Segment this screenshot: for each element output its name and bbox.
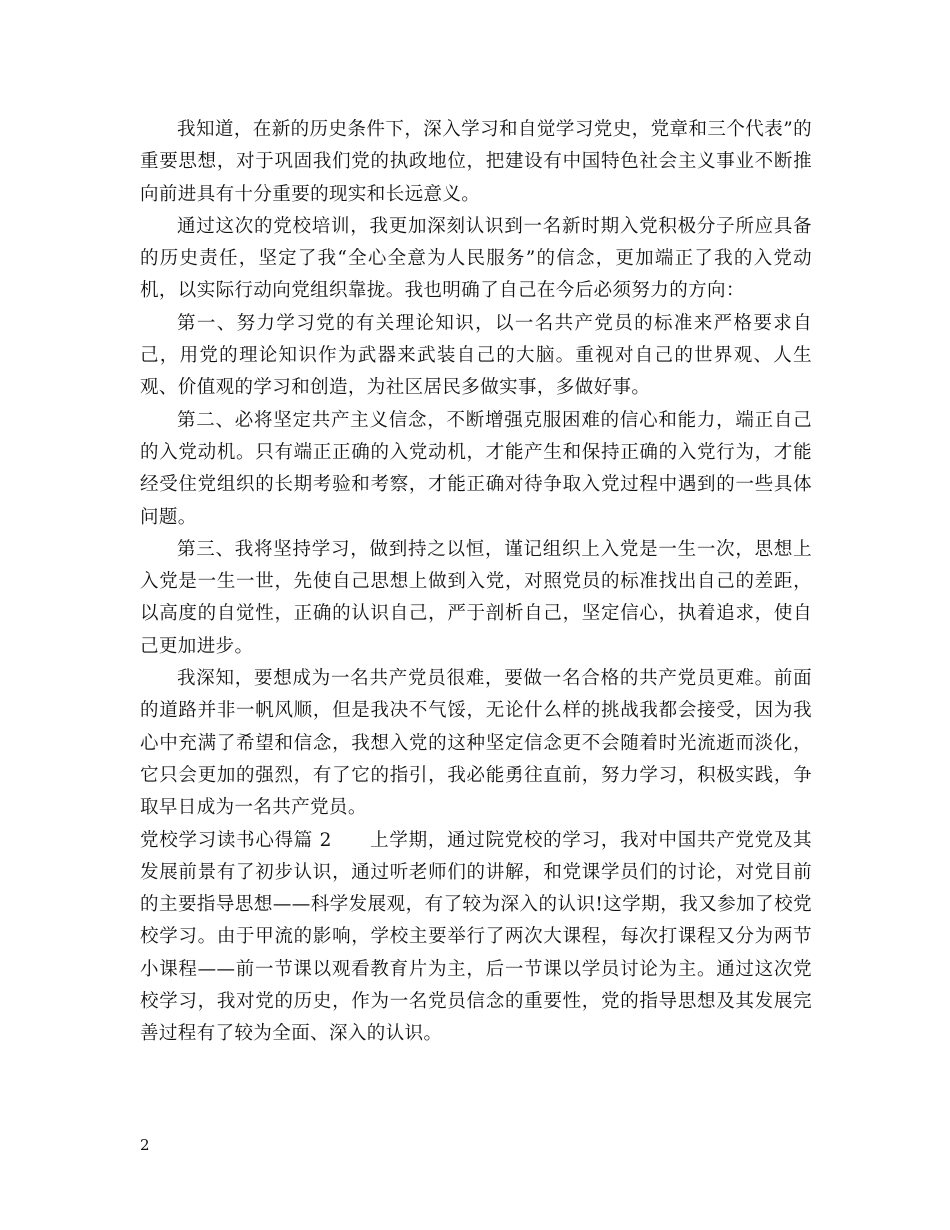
paragraph-1: 我知道，在新的历史条件下，深入学习和自觉学习党史，党章和三个代表”的重要思想，对于巩固我们党的执政地位，把建设有中国特色社会主义事业不断推向前进具有十分重要的现实和长远意义。 bbox=[140, 119, 812, 205]
paragraph-6: 我深知，要想成为一名共产党员很难，要做一名合格的共产党员更难。前面的道路并非一帆风顺，但是我决不气馁，无论什么样的挑战我都会接受，因为我心中充满了希望和信念，我想入党的这种坚定信念更不会随着时光流逝而淡化，它只会更加的强烈，有了它的指引，我必能勇往直前，努力学习，积极实践，争取早日成为一名共产党员。 bbox=[140, 668, 812, 819]
paragraph-2: 通过这次的党校培训，我更加深刻认识到一名新时期入党积极分子所应具备的历史责任，坚定了我“全心全意为人民服务”的信念，更加端正了我的入党动机，以实际行动向党组织靠拢。我也明确了自己在今后必须努力的方向： bbox=[140, 215, 812, 302]
section-2-heading: 党校学习读书心得篇 2 bbox=[140, 829, 332, 851]
section-2-body: 上学期，通过院党校的学习，我对中国共产党党及其发展前景有了初步认识，通过听老师们的讲解，和党课学员们的讨论，对党目前的主要指导思想——科学发展观，有了较为深入的认识!这学期，我又参加了校党校学习。由于甲流的影响，学校主要举行了两次大课程，每次打课程又分为两节小课程——前一节课以观看教育片为主，后一节课以学员讨论为主。通过这次党校学习，我对党的历史，作为一名党员信念的重要性，党的指导思想及其发展完善过程有了较为全面、深入的认识。 bbox=[140, 829, 812, 1045]
section-2-paragraph bbox=[140, 825, 812, 1051]
page-number: 2 bbox=[140, 1136, 150, 1154]
paragraph-4: 第二、必将坚定共产主义信念，不断增强克服困难的信心和能力，端正自己的入党动机。只有端正正确的入党动机，才能产生和保持正确的入党行为，才能经受住党组织的长期考验和考察，才能正确对待争取入党过程中遇到的一些具体问题。 bbox=[140, 409, 812, 528]
paragraph-5: 第三、我将坚持学习，做到持之以恒，谨记组织上入党是一生一次，思想上入党是一生一世，先使自己思想上做到入党，对照党员的标准找出自己的差距，以高度的自觉性，正确的认识自己，严于剖析自己，坚定信心，执着追求，使自己更加进步。 bbox=[140, 538, 812, 657]
paragraph-3: 第一、努力学习党的有关理论知识，以一名共产党员的标准来严格要求自己，用党的理论知识作为武器来武装自己的大脑。重视对自己的世界观、人生观、价值观的学习和创造，为社区居民多做实事，多做好事。 bbox=[140, 312, 812, 399]
document-body bbox=[140, 114, 812, 1051]
